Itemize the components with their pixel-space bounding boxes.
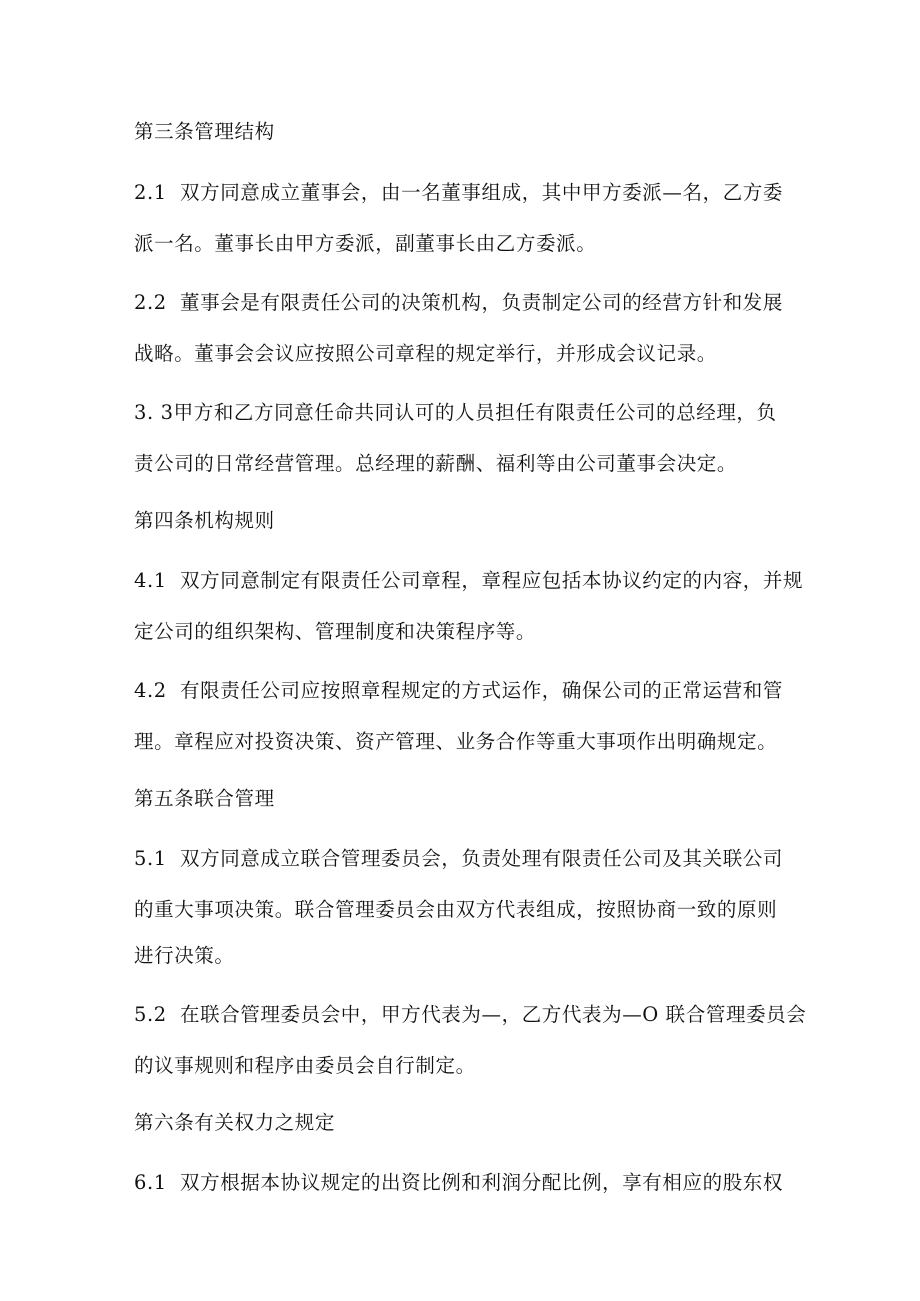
clause-line: 战略。董事会会议应按照公司章程的规定举行，并形成会议记录。 — [134, 342, 717, 365]
section-heading: 第四条机构规则 — [134, 509, 275, 532]
clause-text: 双方同意制定有限责任公司章程，章程应包括本协议约定的内容，并规 — [180, 569, 804, 592]
clause-line — [134, 290, 783, 316]
clause-line — [134, 568, 803, 594]
clause-line: 派一名。董事长由甲方委派，副董事长由乙方委派。 — [134, 232, 597, 255]
clause-text: 双方同意成立董事会，由一名董事组成，其中甲方委派—名，乙方委 — [180, 181, 784, 204]
clause-line — [134, 1170, 783, 1196]
clause-line: 责公司的日常经营管理。总经理的薪酬、福利等由公司董事会决定。 — [134, 452, 738, 475]
clause-number: 2.1 — [134, 181, 167, 204]
clause-number: 3. 3 — [134, 401, 174, 424]
clause-text: 在联合管理委员会中，甲方代表为—，乙方代表为—O 联合管理委员会 — [180, 1003, 807, 1026]
clause-number: 5.1 — [134, 847, 167, 870]
clause-number: 6.1 — [134, 1171, 167, 1194]
clause-number: 5.2 — [134, 1003, 167, 1026]
clause-number: 4.1 — [134, 569, 167, 592]
clause-line — [134, 678, 783, 704]
clause-line: 的重大事项决策。联合管理委员会由双方代表组成，按照协商一致的原则 — [134, 898, 778, 921]
clause-line: 理。章程应对投资决策、资产管理、业务合作等重大事项作出明确规定。 — [134, 730, 778, 753]
section-heading: 第六条有关权力之规定 — [134, 1111, 336, 1134]
clause-text: 甲方和乙方同意任命共同认可的人员担任有限责任公司的总经理，负 — [173, 401, 777, 424]
clause-line — [134, 846, 783, 872]
clause-line: 定公司的组织架构、管理制度和决策程序等。 — [134, 620, 537, 643]
clause-text: 双方同意成立联合管理委员会，负责处理有限责任公司及其关联公司 — [180, 847, 784, 870]
clause-line: 进行决策。 — [134, 944, 235, 967]
clause-line: 的议事规则和程序由委员会自行制定。 — [134, 1054, 476, 1077]
clause-text: 董事会是有限责任公司的决策机构，负责制定公司的经营方针和发展 — [180, 291, 784, 314]
section-heading: 第五条联合管理 — [134, 787, 275, 810]
clause-number: 4.2 — [134, 679, 167, 702]
clause-text: 有限责任公司应按照章程规定的方式运作，确保公司的正常运营和管 — [180, 679, 784, 702]
section-heading: 第三条管理结构 — [134, 120, 275, 143]
clause-text: 双方根据本协议规定的出资比例和利润分配比例，享有相应的股东权 — [180, 1171, 784, 1194]
clause-line — [134, 180, 783, 206]
clause-line — [134, 1002, 806, 1028]
clause-number: 2.2 — [134, 291, 167, 314]
clause-line — [134, 400, 777, 426]
